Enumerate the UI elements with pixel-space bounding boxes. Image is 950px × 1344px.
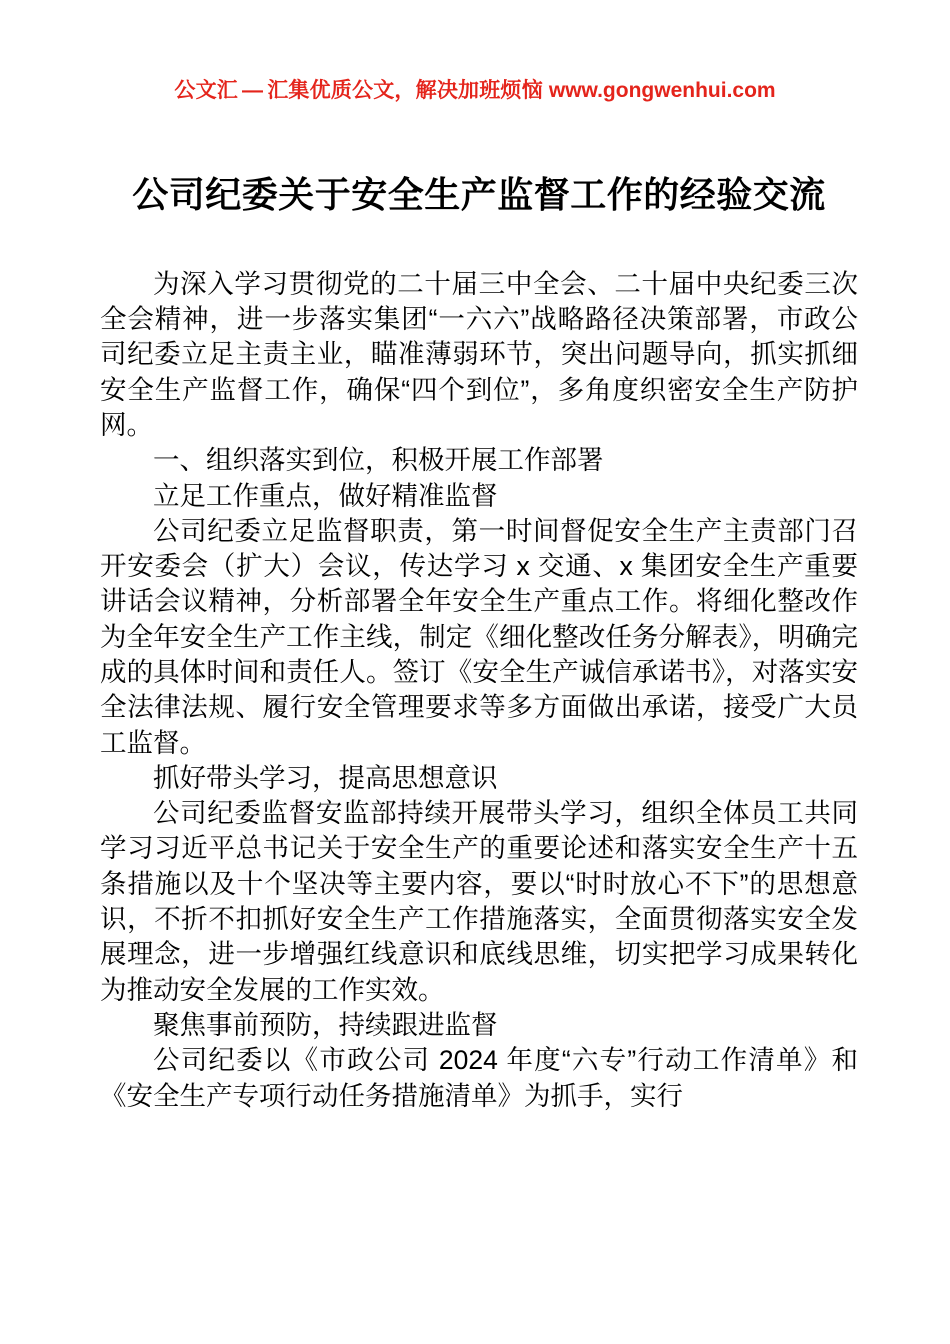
paragraph-1-1: 公司纪委立足监督职责，第一时间督促安全生产主责部门召开安委会（扩大）会议，传达学习 x 交通、x 集团安全生产重要讲话会议精神，分析部署全年安全生产重点工作。将细化整改作为全年安全生产工作主线，制定《细化整改任务分解表》，明确完成的具体时间和责任人。签订《安全生产诚信承诺书》，对落实安全法律法规、履行安全管理要求等多方面做出承诺，接受广大员工监督。	[100, 515, 858, 758]
subsection-heading-1-3: 聚焦事前预防，持续跟进监督	[153, 1009, 498, 1040]
watermark-tagline: 汇集优质公文，解决加班烦恼	[267, 79, 543, 102]
watermark-brand: 公文汇	[174, 79, 239, 102]
site-watermark-header	[0, 78, 950, 103]
watermark-url: www.gongwenhui.com	[548, 79, 776, 102]
watermark-dash: —	[242, 79, 264, 102]
document-body	[100, 168, 858, 1114]
subsection-heading-1-2: 抓好带头学习，提高思想意识	[153, 762, 498, 793]
page-title: 公司纪委关于安全生产监督工作的经验交流	[132, 174, 826, 215]
subsection-heading-1-1: 立足工作重点，做好精准监督	[153, 480, 498, 511]
section-heading-1: 一、组织落实到位，积极开展工作部署	[153, 445, 604, 476]
document-paragraphs	[100, 267, 858, 1114]
paragraph-intro: 为深入学习贯彻党的二十届三中全会、二十届中央纪委三次全会精神，进一步落实集团“一六六”战略路径决策部署，市政公司纪委立足主责主业，瞄准薄弱环节，突出问题导向，抓实抓细安全生产监督工作，确保“四个到位”，多角度织密安全生产防护网。	[100, 268, 858, 440]
paragraph-1-2: 公司纪委监督安监部持续开展带头学习，组织全体员工共同学习习近平总书记关于安全生产的重要论述和落实安全生产十五条措施以及十个坚决等主要内容，要以“时时放心不下”的思想意识，不折不扣抓好安全生产工作措施落实，全面贯彻落实安全发展理念，进一步增强红线意识和底线思维，切实把学习成果转化为推动安全发展的工作实效。	[100, 798, 858, 1005]
watermark-text	[0, 78, 950, 103]
paragraph-1-3: 公司纪委以《市政公司 2024 年度“六专”行动工作清单》和《安全生产专项行动任务措施清单》为抓手，实行	[100, 1045, 858, 1111]
